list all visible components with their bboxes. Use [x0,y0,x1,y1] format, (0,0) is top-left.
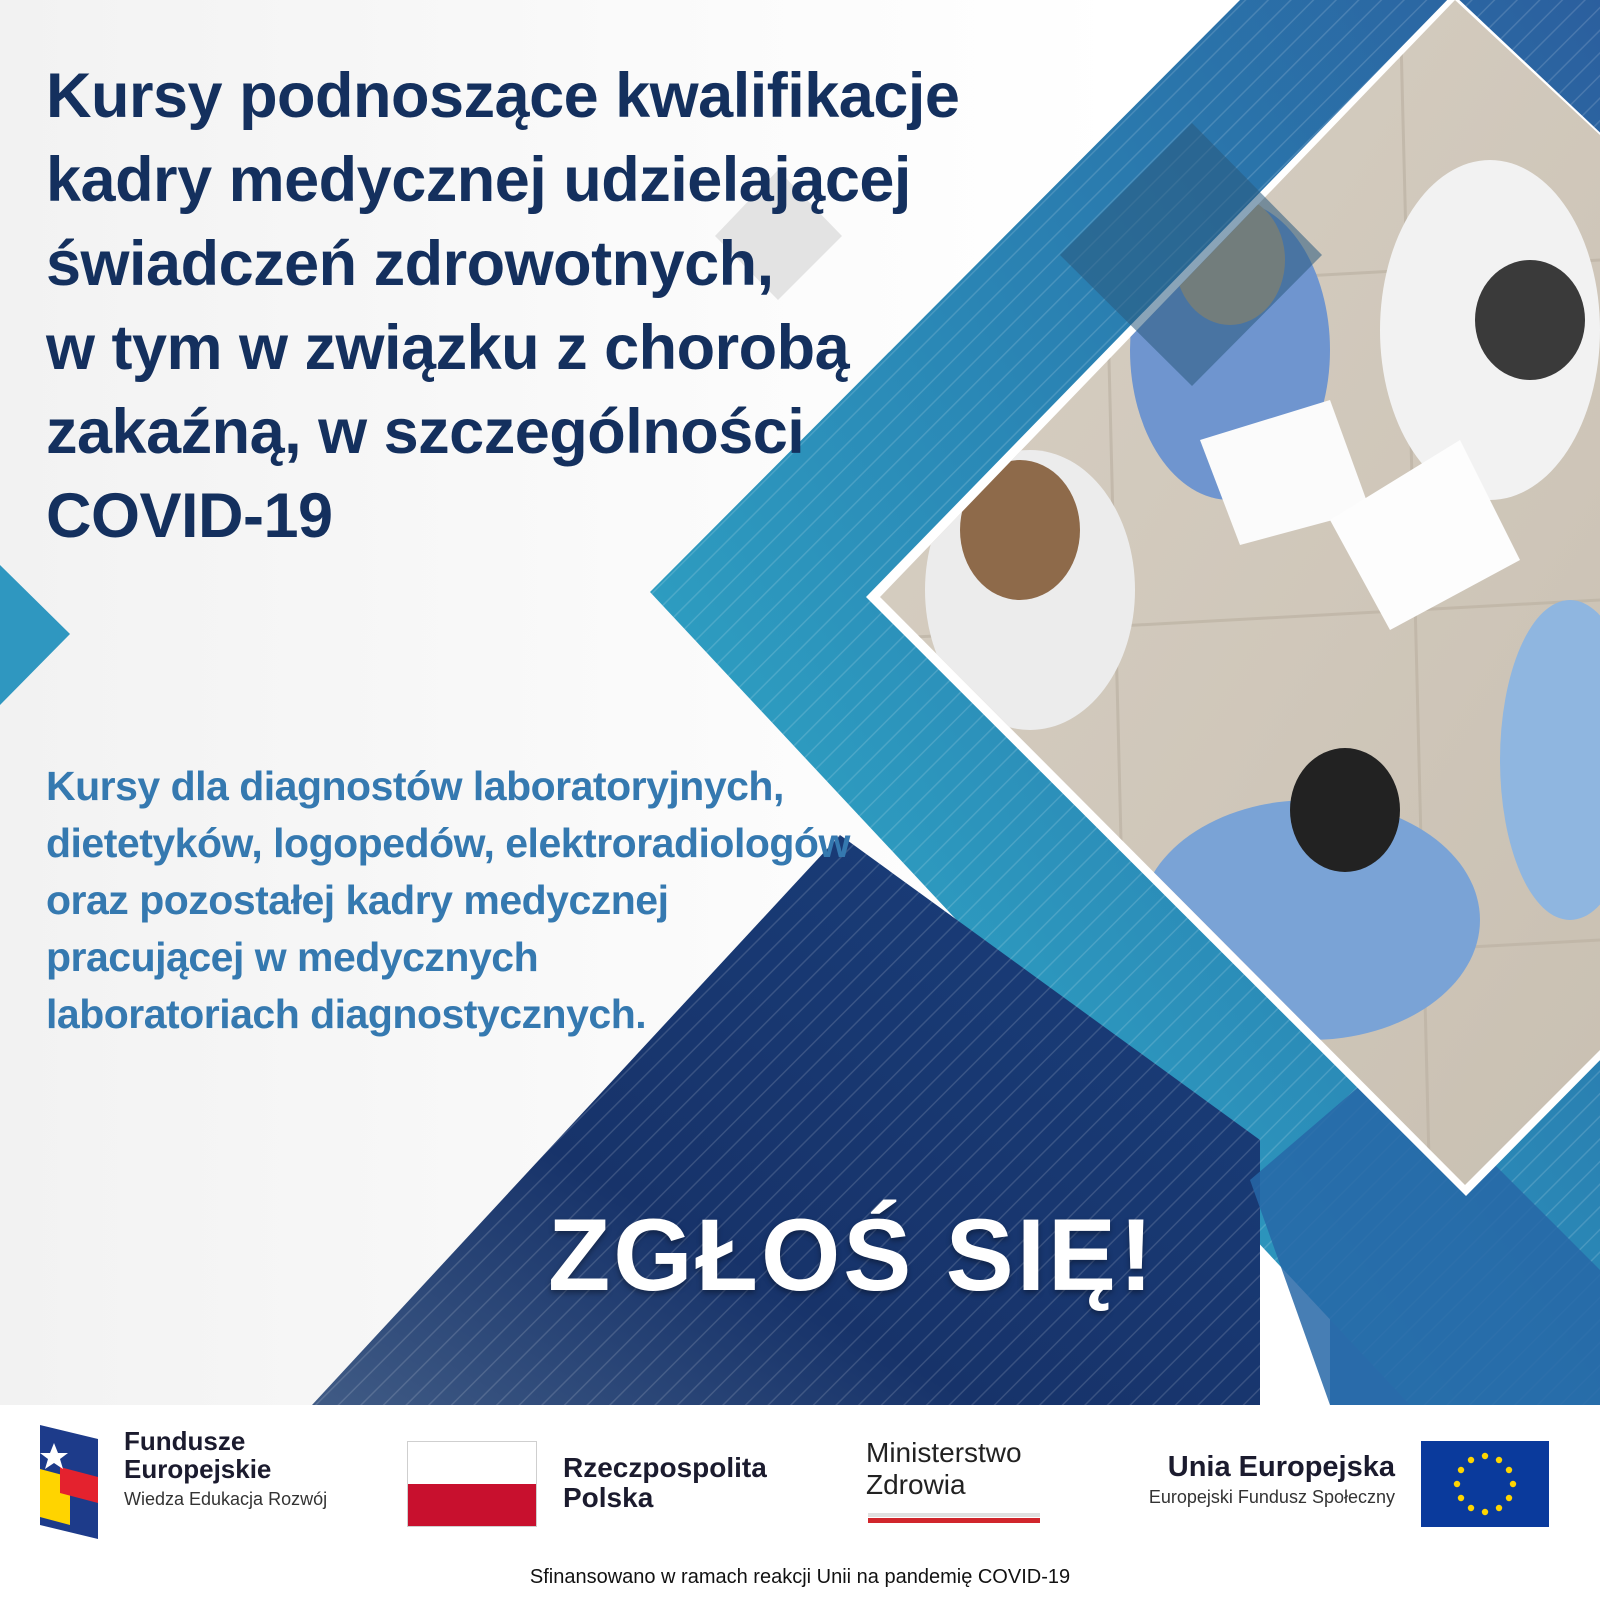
ministerstwo-zdrowia-text [866,1437,1022,1501]
pl-line2: Polska [563,1482,654,1513]
subline-line: laboratoriach diagnostycznych. [46,991,647,1037]
headline-line: zakaźną, w szczególności [46,397,805,467]
polish-flag-icon [407,1441,537,1527]
headline-line: świadczeń zdrowotnych, [46,229,774,299]
ue-line1: Unia Europejska [1167,1451,1395,1483]
ministerstwo-zdrowia-bar [868,1513,1040,1523]
fe-line3: Wiedza Edukacja Rozwój [124,1489,328,1509]
left-teal-arrow [0,565,70,705]
pl-line1: Rzeczpospolita [563,1452,767,1483]
subline-line: dietetyków, logopedów, elektroradiologów [46,820,850,866]
ue-line2: Europejski Fundusz Społeczny [1148,1487,1395,1507]
headline [46,54,960,558]
fundusze-europejskie-logo-icon [40,1425,98,1539]
rzeczpospolita-polska-text [563,1453,767,1513]
headline-line: COVID-19 [46,481,333,551]
cta-text: ZGŁOŚ SIĘ! [548,1198,1157,1312]
subline-line: Kursy dla diagnostów laboratoryjnych, [46,763,784,809]
footer-logos [0,1405,1600,1600]
subline-line: pracującej w medycznych [46,934,539,980]
fe-line2: Europejskie [124,1454,272,1484]
subline [46,758,866,1043]
unia-europejska-text [1149,1451,1395,1511]
mz-line2: Zdrowia [866,1469,966,1500]
fundusze-europejskie-text [124,1427,327,1515]
subline-line: oraz pozostałej kadry medycznej [46,877,669,923]
funding-note: Sfinansowano w ramach reakcji Unii na pandemię COVID-19 [529,1566,1071,1588]
mz-line1: Ministerstwo [866,1437,1022,1468]
headline-line: w tym w związku z chorobą [46,313,850,383]
headline-line: kadry medycznej udzielającej [46,145,911,215]
fe-line1: Fundusze [124,1426,246,1456]
eu-flag-icon [1421,1441,1549,1527]
headline-line: Kursy podnoszące kwalifikacje [46,61,960,131]
